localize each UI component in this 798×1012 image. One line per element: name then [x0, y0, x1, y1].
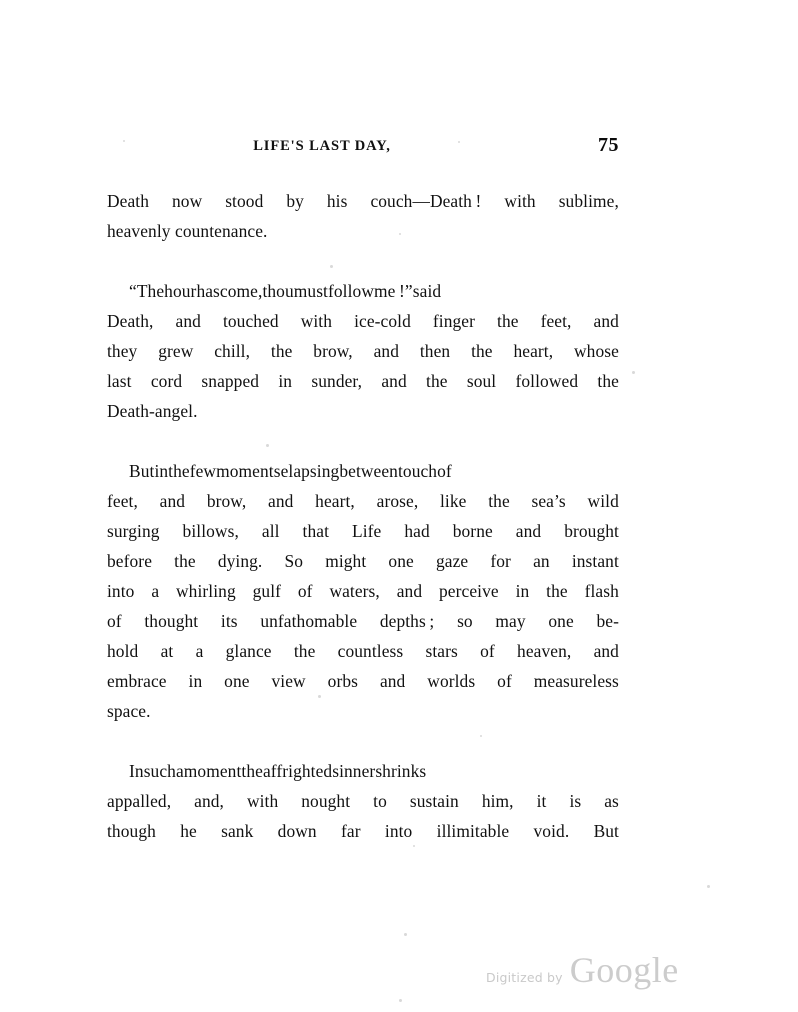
- word: with: [504, 191, 536, 211]
- word: measureless: [533, 671, 619, 691]
- word: and: [381, 371, 407, 391]
- word: a: [175, 761, 184, 781]
- word: hold: [107, 641, 139, 661]
- text-line: [107, 306, 619, 336]
- word: of: [297, 581, 313, 601]
- word: an: [533, 551, 550, 571]
- word: dying.: [217, 551, 263, 571]
- word: the: [546, 581, 568, 601]
- word: said: [412, 281, 442, 301]
- scan-speck: [632, 371, 635, 374]
- text-line: [107, 366, 619, 396]
- word: unfathomable: [260, 611, 358, 631]
- word: last: [107, 371, 132, 391]
- word: snapped: [201, 371, 260, 391]
- scan-speck: [123, 140, 125, 142]
- word: brow,: [206, 491, 247, 511]
- word: “The: [129, 281, 165, 301]
- word: But: [129, 461, 155, 481]
- word: In: [129, 761, 144, 781]
- word: the: [597, 371, 619, 391]
- word: sunder,: [311, 371, 363, 391]
- word: me !”: [374, 281, 413, 301]
- word: feet,: [107, 491, 138, 511]
- text-line: [107, 666, 619, 696]
- word: sea’s: [531, 491, 566, 511]
- word: be-: [596, 611, 619, 631]
- text-line: heavenly countenance.: [107, 221, 268, 241]
- word: instant: [571, 551, 619, 571]
- word: they: [107, 341, 138, 361]
- word: arose,: [376, 491, 419, 511]
- word: Death,: [107, 311, 154, 331]
- word: his: [326, 191, 348, 211]
- paragraph: [107, 276, 619, 426]
- word: and: [159, 491, 186, 511]
- word: whose: [574, 341, 619, 361]
- word: heart,: [513, 341, 554, 361]
- word: the: [426, 371, 448, 391]
- word: down: [277, 821, 317, 841]
- word: Death: [107, 191, 150, 211]
- word: whirling: [176, 581, 236, 601]
- word: like: [440, 491, 467, 511]
- body-text: [107, 186, 619, 846]
- word: with: [300, 311, 333, 331]
- word: in: [278, 371, 293, 391]
- word: surging: [107, 521, 160, 541]
- text-line: [107, 276, 619, 306]
- text-line: [107, 606, 619, 636]
- word: in: [515, 581, 530, 601]
- word: gulf: [252, 581, 282, 601]
- word: the: [488, 491, 510, 511]
- running-head: [107, 134, 619, 164]
- word: a: [195, 641, 204, 661]
- paragraph-indent: [107, 456, 129, 486]
- scan-speck: [330, 265, 333, 268]
- word: now: [171, 191, 203, 211]
- scan-speck: [707, 885, 710, 888]
- text-line: [107, 186, 619, 216]
- word: heaven,: [517, 641, 572, 661]
- word: elapsing: [280, 461, 340, 481]
- word: is: [569, 791, 582, 811]
- word: illimitable: [436, 821, 510, 841]
- word: before: [107, 551, 153, 571]
- scan-speck: [318, 695, 321, 698]
- word: the: [471, 341, 493, 361]
- word: heart,: [315, 491, 355, 511]
- word: borne: [452, 521, 493, 541]
- word: sank: [221, 821, 254, 841]
- word: stood: [225, 191, 264, 211]
- watermark-brand: Google: [569, 950, 679, 990]
- word: hour: [164, 281, 197, 301]
- word: of: [437, 461, 452, 481]
- word: finger: [432, 311, 476, 331]
- word: shrinks: [375, 761, 427, 781]
- word: cord: [150, 371, 183, 391]
- word: ice-cold: [354, 311, 411, 331]
- paragraph-indent: [107, 756, 129, 786]
- word: moments: [216, 461, 281, 481]
- word: moment: [183, 761, 242, 781]
- word: soul: [466, 371, 497, 391]
- word: nought: [301, 791, 351, 811]
- word: thought: [144, 611, 199, 631]
- word: the: [270, 341, 293, 361]
- word: into: [107, 581, 135, 601]
- word: countless: [337, 641, 404, 661]
- word: the: [497, 311, 519, 331]
- scan-speck: [399, 233, 401, 235]
- word: and: [268, 491, 294, 511]
- word: must: [293, 281, 328, 301]
- word: wild: [587, 491, 619, 511]
- word: and: [175, 311, 201, 331]
- word: brow,: [313, 341, 353, 361]
- word: perceive: [439, 581, 499, 601]
- word: then: [419, 341, 451, 361]
- word: between: [339, 461, 398, 481]
- word: But: [593, 821, 619, 841]
- word: Life: [351, 521, 382, 541]
- word: embrace: [107, 671, 167, 691]
- scan-speck: [413, 845, 415, 847]
- word: to: [373, 791, 387, 811]
- word: brought: [564, 521, 619, 541]
- watermark-prefix: Digitized by: [486, 970, 563, 985]
- word: follow: [328, 281, 375, 301]
- paragraph: [107, 756, 619, 846]
- word: the: [293, 641, 316, 661]
- word: for: [490, 551, 511, 571]
- text-line: [107, 546, 619, 576]
- paragraph: [107, 456, 619, 726]
- word: waters,: [329, 581, 380, 601]
- word: few: [189, 461, 217, 481]
- word: thou: [262, 281, 294, 301]
- word: at: [160, 641, 174, 661]
- word: and: [593, 311, 619, 331]
- word: touch: [397, 461, 438, 481]
- word: of: [107, 611, 122, 631]
- word: grew: [158, 341, 194, 361]
- word: far: [341, 821, 361, 841]
- word: may: [495, 611, 526, 631]
- word: gaze: [435, 551, 469, 571]
- word: one: [548, 611, 574, 631]
- scan-speck: [458, 141, 460, 143]
- word: into: [384, 821, 413, 841]
- text-line: [107, 516, 619, 546]
- text-line: [107, 786, 619, 816]
- word: might: [325, 551, 367, 571]
- word: stars: [425, 641, 458, 661]
- word: though: [107, 821, 156, 841]
- paragraph-indent: [107, 276, 129, 306]
- word: that: [302, 521, 330, 541]
- word: followed: [515, 371, 579, 391]
- word: in: [154, 461, 169, 481]
- word: flash: [584, 581, 619, 601]
- word: and,: [194, 791, 224, 811]
- word: the: [168, 461, 190, 481]
- text-line: [107, 816, 619, 846]
- word: worlds: [427, 671, 476, 691]
- word: by: [286, 191, 304, 211]
- scan-speck: [266, 444, 269, 447]
- text-line: [107, 456, 619, 486]
- word: its: [220, 611, 238, 631]
- word: and: [396, 581, 423, 601]
- word: of: [480, 641, 495, 661]
- word: as: [604, 791, 619, 811]
- word: affrighted: [262, 761, 333, 781]
- word: So: [284, 551, 304, 571]
- page-number: 75: [598, 134, 619, 156]
- text-line: [107, 336, 619, 366]
- scan-speck: [399, 999, 402, 1002]
- word: appalled,: [107, 791, 172, 811]
- text-line: [107, 636, 619, 666]
- word: has: [196, 281, 220, 301]
- word: and: [515, 521, 542, 541]
- word: of: [497, 671, 512, 691]
- word: the: [241, 761, 263, 781]
- word: feet,: [540, 311, 572, 331]
- word: with: [246, 791, 279, 811]
- word: one: [224, 671, 250, 691]
- word: touched: [222, 311, 279, 331]
- word: had: [404, 521, 430, 541]
- word: billows,: [182, 521, 239, 541]
- word: orbs: [327, 671, 359, 691]
- word: a: [151, 581, 160, 601]
- word: depths ;: [379, 611, 435, 631]
- text-line: [107, 486, 619, 516]
- word: glance: [225, 641, 272, 661]
- word: all: [261, 521, 280, 541]
- word: and: [373, 341, 400, 361]
- word: sinner: [332, 761, 376, 781]
- text-line: [107, 756, 619, 786]
- word: it: [536, 791, 547, 811]
- word: so: [457, 611, 473, 631]
- word: and: [593, 641, 619, 661]
- text-line: space.: [107, 701, 151, 721]
- word: chill,: [214, 341, 251, 361]
- text-line: Death-angel.: [107, 401, 198, 421]
- scan-speck: [404, 933, 407, 936]
- word: one: [388, 551, 414, 571]
- word: come,: [219, 281, 263, 301]
- paragraph: [107, 186, 619, 246]
- google-watermark: [486, 952, 679, 988]
- word: the: [174, 551, 196, 571]
- word: him,: [481, 791, 514, 811]
- word: in: [188, 671, 203, 691]
- word: such: [143, 761, 176, 781]
- word: sustain: [409, 791, 459, 811]
- word: sublime,: [558, 191, 619, 211]
- word: and: [379, 671, 406, 691]
- word: he: [180, 821, 197, 841]
- word: void.: [533, 821, 570, 841]
- text-line: [107, 576, 619, 606]
- word: view: [271, 671, 306, 691]
- page-title: LIFE'S LAST DAY,: [253, 138, 391, 154]
- word: couch—Death !: [370, 191, 482, 211]
- scan-speck: [480, 735, 482, 737]
